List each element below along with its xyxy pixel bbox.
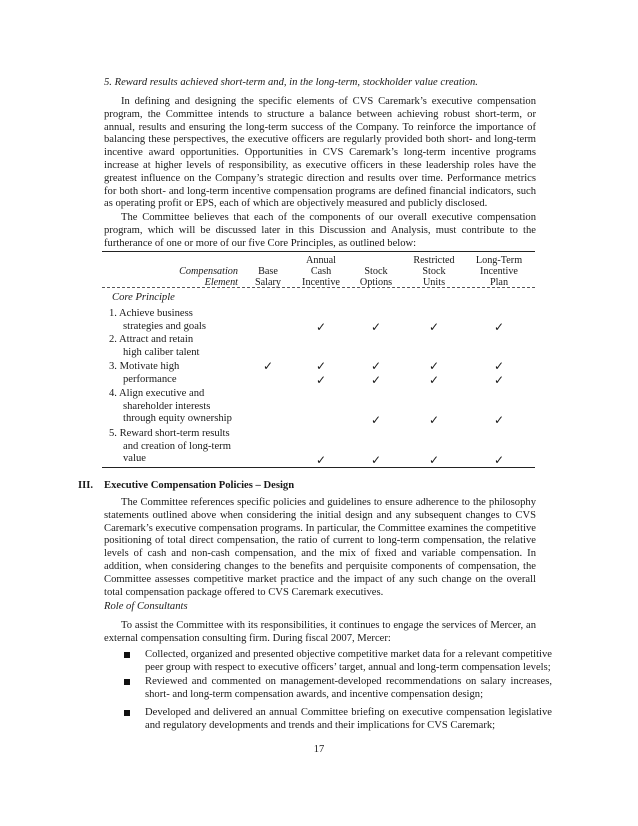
row-label-line: shareholder interests: [123, 400, 211, 412]
row-label-line: 3. Motivate high: [109, 361, 180, 372]
column-header-line: Stock: [364, 266, 388, 277]
column-header-line: Base: [258, 266, 278, 277]
checkmark-icon: ✓: [370, 453, 382, 467]
checkmark-icon: ✓: [315, 320, 327, 334]
checkmark-icon: ✓: [315, 359, 327, 373]
row-label-line: 1. Achieve business: [109, 308, 193, 319]
section-number: III.: [78, 480, 94, 491]
page-number: 17: [313, 744, 325, 755]
column-header-base-salary: [248, 266, 288, 288]
checkmark-icon: ✓: [428, 359, 440, 373]
column-header-line: Annual: [306, 255, 336, 266]
bullet-text: Developed and delivered an annual Committee briefing on executive compensation legislative and regulatory developments and trends and their implications for CVS Caremark;: [145, 707, 552, 731]
section-heading: [78, 480, 294, 493]
row-label: [109, 388, 249, 426]
element-header-line-2: Element: [204, 277, 238, 288]
column-header-line: Plan: [489, 277, 509, 288]
column-header-line: Stock: [422, 266, 446, 277]
checkmark-icon: ✓: [428, 453, 440, 467]
checkmark-icon: ✓: [315, 373, 327, 387]
checkmark-icon: ✓: [370, 373, 382, 387]
column-header-long-term-incentive-plan: [468, 255, 530, 288]
column-header-stock-options: [354, 266, 398, 288]
row-label-line: 2. Attract and retain: [109, 334, 194, 345]
row-label-line: performance: [123, 373, 177, 385]
checkmark-icon: ✓: [315, 453, 327, 467]
column-header-line: Incentive: [480, 266, 518, 277]
row-label-line: value: [123, 453, 146, 465]
column-header-line: Options: [359, 277, 393, 288]
column-header-line: Incentive: [302, 277, 340, 288]
bullet-square-icon: [124, 710, 130, 716]
column-header-restricted-stock-units: [406, 255, 462, 288]
row-label: [109, 334, 249, 359]
core-principle-label: Core Principle: [112, 292, 175, 303]
bullet-text: Reviewed and commented on management-developed recommendations on salary increases, short- and long-term compensation awards, and incentive compensation design;: [145, 676, 552, 700]
section-title: Executive Compensation Policies – Design: [104, 480, 295, 491]
checkmark-icon: ✓: [493, 453, 505, 467]
section-paragraph: The Committee references specific policies and guidelines to ensure adherence to the philosophy statements outlined above when considering the initial design and any subsequent changes to CVS Caremark’s executive compensation programs. In particular, the Committee examines the competitive positioning of total direct compensation, the ratio of current to long-term compensation, the relative levels of cash and non-cash compensation, and the mix of fixed and variable compensation. In addition, when considering changes to the benefits and perquisite components of compensation, the Committee assesses competitive market practice and the impact of any such change on the overall total compensation package offered to CVS Caremark executives.: [104, 497, 537, 598]
column-header-line: Units: [422, 277, 446, 288]
checkmark-icon: ✓: [428, 413, 440, 427]
checkmark-icon: ✓: [493, 359, 505, 373]
checkmark-icon: ✓: [428, 373, 440, 387]
intro-paragraph-2: The Committee believes that each of the components of our overall executive compensation program, which will be discussed later in this Discussion and Analysis, must contribute to the furtherance of one or more of our five Core Principles, as outlined below:: [104, 212, 536, 249]
row-label-line: 5. Reward short-term results: [109, 428, 230, 439]
row-label-line: and creation of long-term: [123, 440, 231, 452]
bullet-text: Collected, organized and presented objective competitive market data for a relevant competitive peer group with respect to executive officers’ target, annual and long-term compensation levels;: [145, 649, 552, 673]
checkmark-icon: ✓: [493, 413, 505, 427]
element-header: [162, 266, 238, 288]
row-label-line: strategies and goals: [123, 320, 206, 332]
principle-heading: 5. Reward results achieved short-term and, in the long-term, stockholder value creation.: [104, 77, 478, 88]
checkmark-icon: ✓: [493, 373, 505, 387]
element-header-line-1: Compensation: [179, 266, 238, 277]
row-label-line: through equity ownership: [123, 413, 232, 425]
row-label: [109, 308, 249, 333]
bullet-square-icon: [124, 679, 130, 685]
bullet-square-icon: [124, 652, 130, 658]
checkmark-icon: ✓: [370, 320, 382, 334]
row-label-line: 4. Align executive and: [109, 388, 205, 399]
checkmark-icon: ✓: [428, 320, 440, 334]
column-header-line: Long-Term: [475, 255, 523, 266]
intro-paragraph-1: In defining and designing the specific elements of CVS Caremark’s executive compensation program, the Committee intends to structure a balance between achieving robust short-term, or annual, results and ensuring the long-term success of the Company. To reinforce the importance of balancing these perspectives, the executive officers are regularly provided both short- and long-term incentive award opportunities. Opportunities in CVS Caremark’s long-term incentive programs increase at higher levels of responsibility, as executive officers in these leadership roles have the greatest influence on the Company’s strategic direction and results over time. Performance metrics for both short- and long-term incentive compensation programs are defined financial indicators, such as operating profit or EPS, each of which are objectively measured and publicly disclosed.: [104, 96, 536, 210]
row-label-line: high caliber talent: [123, 346, 200, 358]
column-header-annual-cash-incentive: [294, 255, 348, 288]
consultants-subheading: Role of Consultants: [104, 601, 188, 612]
checkmark-icon: ✓: [262, 359, 274, 373]
column-header-line: Salary: [254, 277, 282, 288]
core-principles-table: [102, 251, 535, 468]
row-label: [109, 361, 249, 386]
checkmark-icon: ✓: [370, 413, 382, 427]
header-divider: [102, 287, 535, 288]
row-label: [109, 428, 249, 466]
checkmark-icon: ✓: [493, 320, 505, 334]
consultants-paragraph: To assist the Committee with its responsibilities, it continues to engage the services of Mercer, an external compensation consulting firm. During fiscal 2007, Mercer:: [104, 620, 536, 644]
column-header-line: Restricted: [413, 255, 455, 266]
column-header-line: Cash: [310, 266, 332, 277]
checkmark-icon: ✓: [370, 359, 382, 373]
